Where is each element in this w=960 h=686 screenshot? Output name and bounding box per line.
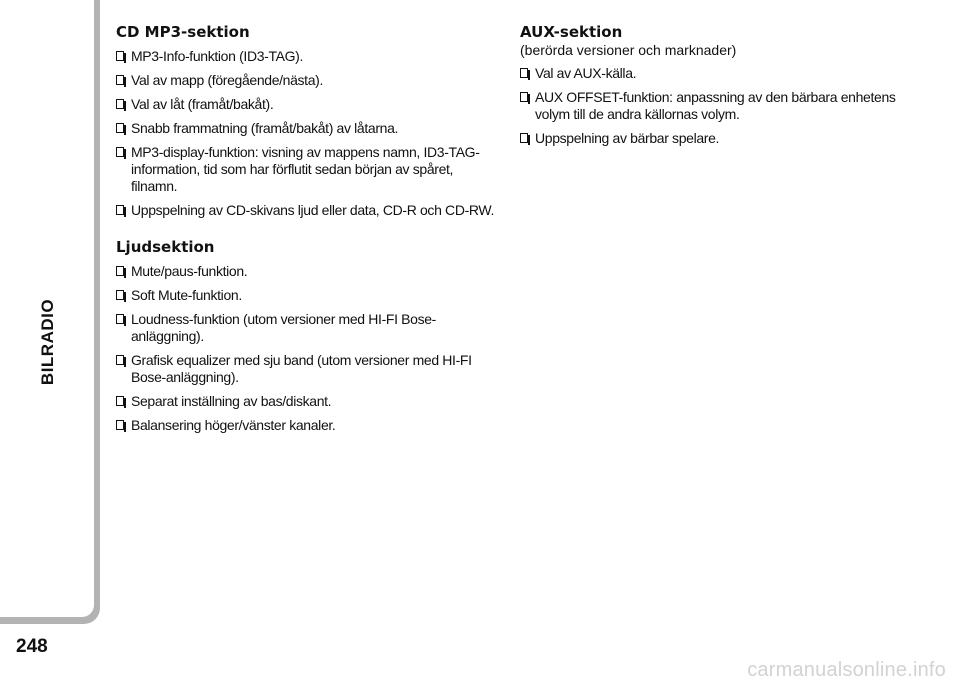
list-item-text: Soft Mute-funktion. bbox=[131, 287, 242, 303]
right-column bbox=[520, 22, 910, 154]
list-item-text: Loudness-funktion (utom versioner med HI-FI Bose-anläggning). bbox=[131, 311, 436, 344]
list-item bbox=[520, 65, 910, 82]
list-item bbox=[116, 120, 500, 137]
list-item bbox=[116, 202, 500, 219]
list-item-text: Balansering höger/vänster kanaler. bbox=[131, 417, 336, 433]
list-item bbox=[116, 311, 500, 345]
cd-mp3-list bbox=[116, 48, 500, 219]
list-item bbox=[520, 130, 910, 147]
list-item-text: AUX OFFSET-funktion: anpassning av den bärbara enhetens volym till de andra källornas volym. bbox=[535, 89, 896, 122]
checkbox-bullet-icon bbox=[116, 355, 124, 365]
list-item bbox=[116, 144, 500, 195]
list-item bbox=[116, 72, 500, 89]
checkbox-bullet-icon bbox=[520, 133, 528, 143]
checkbox-bullet-icon bbox=[116, 420, 124, 430]
list-item-text: MP3-display-funktion: visning av mappens namn, ID3-TAG-information, tid som har förflutit sedan början av spåret, filnamn. bbox=[131, 144, 480, 194]
left-column bbox=[116, 22, 500, 441]
list-item-text: Val av mapp (föregående/nästa). bbox=[131, 72, 324, 88]
section-title-aux: AUX-sektion bbox=[520, 23, 623, 41]
list-item bbox=[116, 48, 500, 65]
section-subtitle-aux: (berörda versioner och marknader) bbox=[520, 42, 737, 58]
list-item-text: Uppspelning av bärbar spelare. bbox=[535, 130, 720, 146]
list-item-text: Snabb frammatning (framåt/bakåt) av låtarna. bbox=[131, 120, 399, 136]
list-item bbox=[116, 352, 500, 386]
checkbox-bullet-icon bbox=[520, 68, 528, 78]
checkbox-bullet-icon bbox=[116, 266, 124, 276]
section-title-audio: Ljudsektion bbox=[116, 238, 215, 256]
list-item-text: Separat inställning av bas/diskant. bbox=[131, 393, 332, 409]
page-number: 248 bbox=[16, 636, 48, 657]
list-item bbox=[116, 96, 500, 113]
list-item-text: Val av låt (framåt/bakåt). bbox=[131, 96, 274, 112]
checkbox-bullet-icon bbox=[116, 123, 124, 133]
chapter-tab-label: BILRADIO bbox=[38, 298, 57, 386]
list-item-text: Grafisk equalizer med sju band (utom versioner med HI-FI Bose-anläggning). bbox=[131, 352, 472, 385]
checkbox-bullet-icon bbox=[116, 290, 124, 300]
checkbox-bullet-icon bbox=[116, 205, 124, 215]
list-item-text: MP3-Info-funktion (ID3-TAG). bbox=[131, 48, 303, 64]
list-item bbox=[116, 417, 500, 434]
list-item-text: Uppspelning av CD-skivans ljud eller data, CD-R och CD-RW. bbox=[131, 202, 495, 218]
list-item-text: Mute/paus-funktion. bbox=[131, 263, 248, 279]
list-item-text: Val av AUX-källa. bbox=[535, 65, 637, 81]
checkbox-bullet-icon bbox=[116, 99, 124, 109]
checkbox-bullet-icon bbox=[520, 92, 528, 102]
list-item bbox=[116, 287, 500, 304]
watermark: carmanualsonline.info bbox=[747, 659, 946, 681]
checkbox-bullet-icon bbox=[116, 75, 124, 85]
aux-list bbox=[520, 65, 910, 147]
checkbox-bullet-icon bbox=[116, 314, 124, 324]
list-item bbox=[520, 89, 910, 123]
list-item bbox=[116, 263, 500, 280]
checkbox-bullet-icon bbox=[116, 51, 124, 61]
section-title-cd-mp3: CD MP3-sektion bbox=[116, 23, 250, 41]
audio-list bbox=[116, 263, 500, 434]
list-item bbox=[116, 393, 500, 410]
checkbox-bullet-icon bbox=[116, 147, 124, 157]
chapter-tab bbox=[0, 0, 100, 624]
checkbox-bullet-icon bbox=[116, 396, 124, 406]
